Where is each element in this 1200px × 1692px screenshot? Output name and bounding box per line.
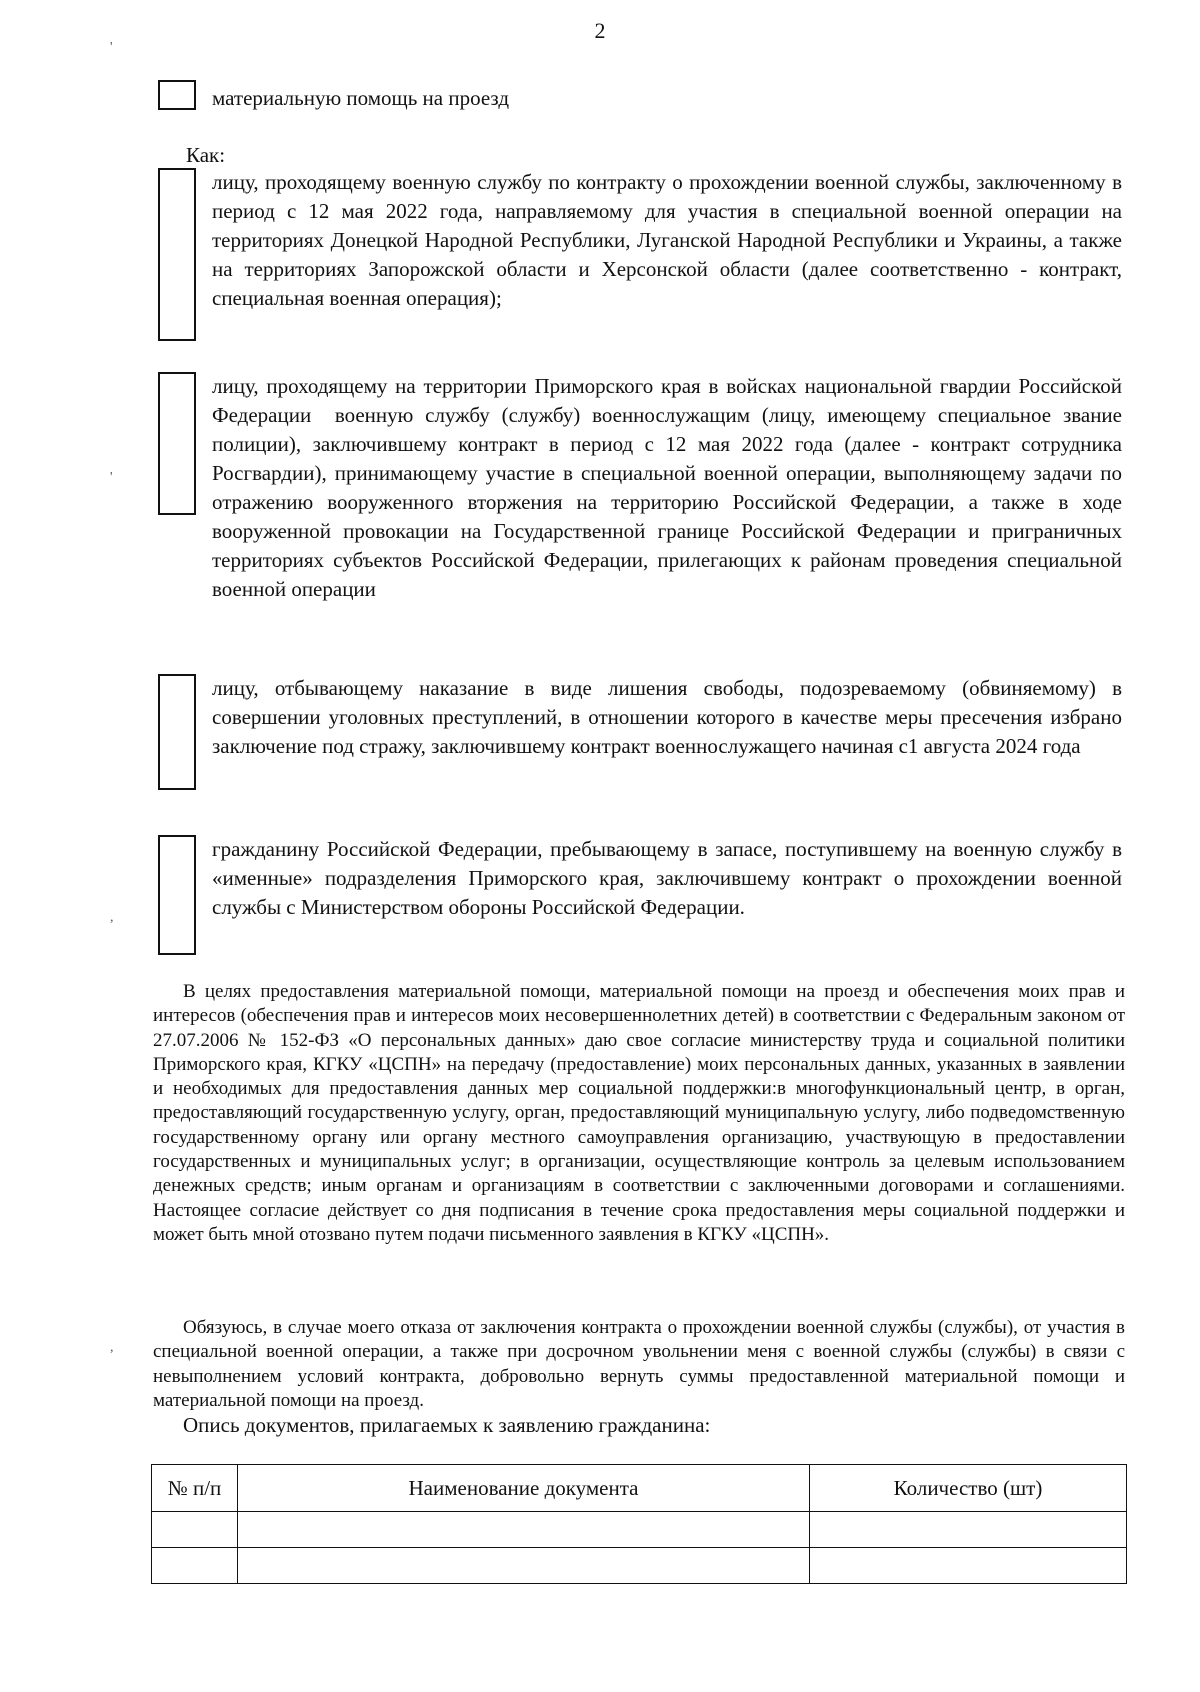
column-header-document-name: Наименование документа [238,1465,810,1512]
table-header-row [152,1465,1127,1512]
table-cell[interactable] [152,1548,238,1584]
table-cell[interactable] [810,1512,1127,1548]
option-checkbox-rosgvardia[interactable] [158,372,196,515]
table-row [152,1512,1127,1548]
consent-paragraph: В целях предоставления материальной помощи, материальной помощи на проезд и обеспечения моих прав и интересов (обеспечения прав и интересов моих несовершеннолетних детей) в соответствии с Федеральным законом от 27.07.2006 № 152-ФЗ «О персональных данных» даю свое согласие министерству труда и социальной политики Приморского края, КГКУ «ЦСПН» на передачу (предоставление) моих персональных данных, указанных в заявлении и необходимых для предоставления данных мер социальной поддержки:в многофункциональный центр, в орган, предоставляющий государственную услугу, орган, предоставляющий муниципальную услугу, либо подведомственную государственному органу или органу местного самоуправления организацию, участвующую в предоставлении государственных и муниципальных услуг; в организации, осуществляющие контроль за целевым использованием денежных средств; иным органам и организациям в соответствии с заключенными договорами и соглашениями. Настоящее согласие действует со дня подписания в течение срока предоставления меры социальной поддержки и может быть мной отозвано путем подачи письменного заявления в КГКУ «ЦСПН». [153,981,1125,1245]
obligation-paragraph: Обязуюсь, в случае моего отказа от заключения контракта о прохождении военной службы (службы), от участия в специальной военной операции, а также при досрочном увольнении меня с военной службы (службы) в связи с невыполнением условий контракта, добровольно вернуть суммы предоставленной материальной помощи и материальной помощи на проезд. [153,1317,1125,1411]
travel-aid-label: материальную помощь на проезд [212,86,510,110]
option-text-contract: лицу, проходящему военную службу по контракту о прохождении военной службы, заключенному в период с 12 мая 2022 года, направляемому для участия в специальной военной операции на территориях Донецкой Народной Республики, Луганской Народной Республики и Украины, а также на территориях Запорожской области и Херсонской области (далее соответственно - контракт, специальная военная операция); [212,170,1128,310]
table-row [152,1548,1127,1584]
scan-mark: , [110,910,114,925]
kak-label: Как: [186,143,226,167]
option-text-convict: лицу, отбывающему наказание в виде лишения свободы, подозреваемому (обвиняемому) в совершении уголовных преступлений, в отношении которого в качестве меры пресечения избрано заключение под стражу, заключившему контракт военнослужащего начиная с1 августа 2024 года [212,676,1128,758]
scan-mark: , [110,1340,114,1355]
table-cell[interactable] [152,1512,238,1548]
scan-mark: ' [110,470,113,485]
travel-aid-checkbox[interactable] [158,80,196,110]
documents-title: Опись документов, прилагаемых к заявлению гражданина: [183,1413,711,1437]
table-cell[interactable] [810,1548,1127,1584]
option-checkbox-convict[interactable] [158,674,196,790]
page-number: 2 [594,18,606,43]
option-text-reserve: гражданину Российской Федерации, пребывающему в запасе, поступившему на военную службу в «именные» подразделения Приморского края, заключившему контракт о прохождении военной службы с Министерством обороны Российской Федерации. [212,837,1128,919]
option-text-rosgvardia: лицу, проходящему на территории Приморского края в войсках национальной гвардии Российской Федерации военную службу (службу) военнослужащим (лицу, имеющему специальное звание полиции), заключившему контракт в период с 12 мая 2022 года (далее - контракт сотрудника Росгвардии), принимающему участие в специальной военной операции, выполняющему задачи по отражению вооруженного вторжения на территорию Российской Федерации, а также в ходе вооруженной провокации на Государственной границе Российской Федерации и приграничных территориях субъектов Российской Федерации, прилегающих к районам проведения специальной военной операции [212,374,1128,601]
scan-mark: ' [110,40,113,55]
option-checkbox-contract[interactable] [158,168,196,341]
table-cell[interactable] [238,1512,810,1548]
documents-table [151,1464,1127,1584]
column-header-quantity: Количество (шт) [810,1465,1127,1512]
column-header-number: № п/п [152,1465,238,1512]
table-cell[interactable] [238,1548,810,1584]
option-checkbox-reserve[interactable] [158,835,196,955]
